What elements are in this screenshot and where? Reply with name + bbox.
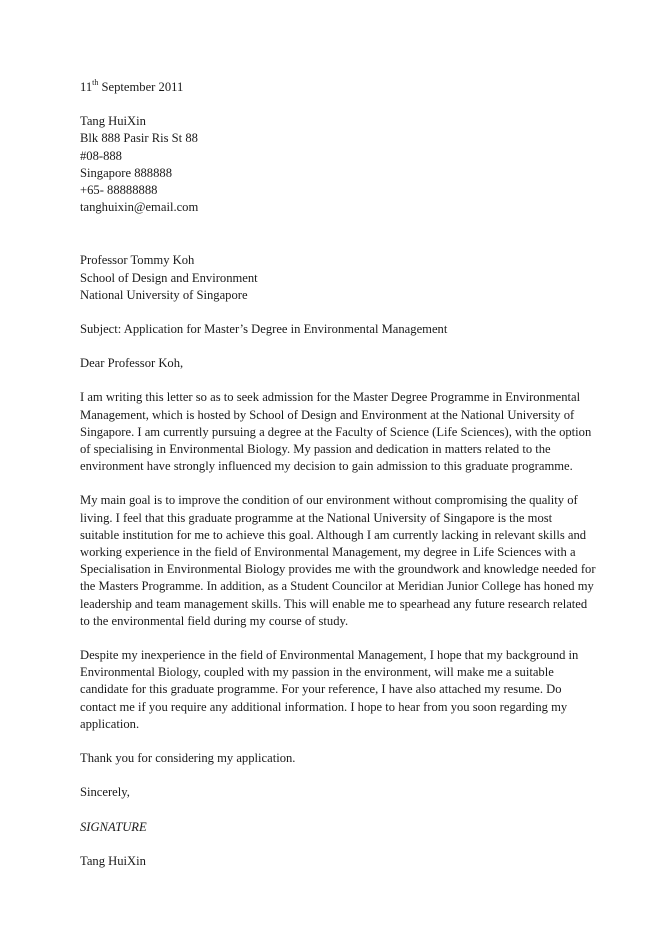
sender-unit: #08-888	[80, 148, 122, 163]
letter-body	[80, 79, 600, 870]
sender-city: Singapore 888888	[80, 165, 172, 180]
paragraph-line: working experience in the field of Environmental Management, my degree in Life Sciences with a	[80, 545, 576, 560]
date-rest: September 2011	[98, 80, 184, 94]
closing: Sincerely,	[80, 785, 130, 800]
paragraph-3	[80, 647, 600, 733]
subject-line: Subject: Application for Master’s Degree in Environmental Management	[80, 322, 448, 337]
paragraph-line: Environmental Biology, coupled with my passion in the environment, will make me a suitable	[80, 665, 554, 680]
date-day: 11	[80, 80, 93, 94]
paragraph-2	[80, 492, 600, 630]
paragraph-line: Despite my inexperience in the field of Environmental Management, I hope that my background in	[80, 648, 579, 663]
paragraph-line: the Masters Programme. In addition, as a Student Councilor at Meridian Junior College has honed my	[80, 579, 594, 594]
paragraph-line: living. I feel that this graduate programme at the National University of Singapore is the most	[80, 510, 553, 525]
sender-email: tanghuixin@email.com	[80, 200, 199, 215]
signoff-name: Tang HuiXin	[80, 853, 146, 868]
date-suffix: th	[92, 77, 99, 87]
paragraph-line: I am writing this letter so as to seek admission for the Master Degree Programme in Environmental	[80, 390, 581, 405]
sender-street: Blk 888 Pasir Ris St 88	[80, 131, 198, 146]
paragraph-1	[80, 389, 600, 475]
paragraph-line: Singapore. I am currently pursuing a degree at the Faculty of Science (Life Sciences), with the option	[80, 424, 592, 439]
thanks-line: Thank you for considering my application.	[80, 751, 296, 766]
sender-address	[80, 113, 600, 216]
signature-placeholder: SIGNATURE	[80, 819, 147, 834]
paragraph-line: environment have strongly influenced my decision to gain admission to this graduate programme.	[80, 459, 573, 474]
sender-phone: +65- 88888888	[80, 183, 158, 198]
recipient-name: Professor Tommy Koh	[80, 253, 195, 268]
paragraph-line: leadership and team management skills. This will enable me to spearhead any future research related	[80, 596, 588, 611]
paragraph-line: of specialising in Environmental Biology. My passion and dedication in matters related to the	[80, 442, 551, 457]
paragraph-line: candidate for this graduate programme. For your reference, I have also attached my resume. Do	[80, 682, 562, 697]
sender-name: Tang HuiXin	[80, 114, 146, 129]
salutation: Dear Professor Koh,	[80, 356, 184, 371]
paragraph-line: Management, which is hosted by School of Design and Environment at the National University of	[80, 407, 575, 422]
paragraph-line: to the environmental field during my course of study.	[80, 613, 349, 628]
paragraph-line: suitable institution for me to achieve this goal. Although I am currently lacking in relevant skills and	[80, 527, 587, 542]
letter-date	[80, 79, 600, 96]
recipient-university: National University of Singapore	[80, 287, 248, 302]
paragraph-line: Specialisation in Environmental Biology provides me with the groundwork and knowledge needed for	[80, 562, 596, 577]
paragraph-line: application.	[80, 716, 140, 731]
paragraph-line: My main goal is to improve the condition of our environment without compromising the quality of	[80, 493, 578, 508]
recipient-school: School of Design and Environment	[80, 270, 258, 285]
recipient-address	[80, 252, 600, 304]
paragraph-line: contact me if you require any additional information. I hope to hear from you soon regarding my	[80, 699, 568, 714]
